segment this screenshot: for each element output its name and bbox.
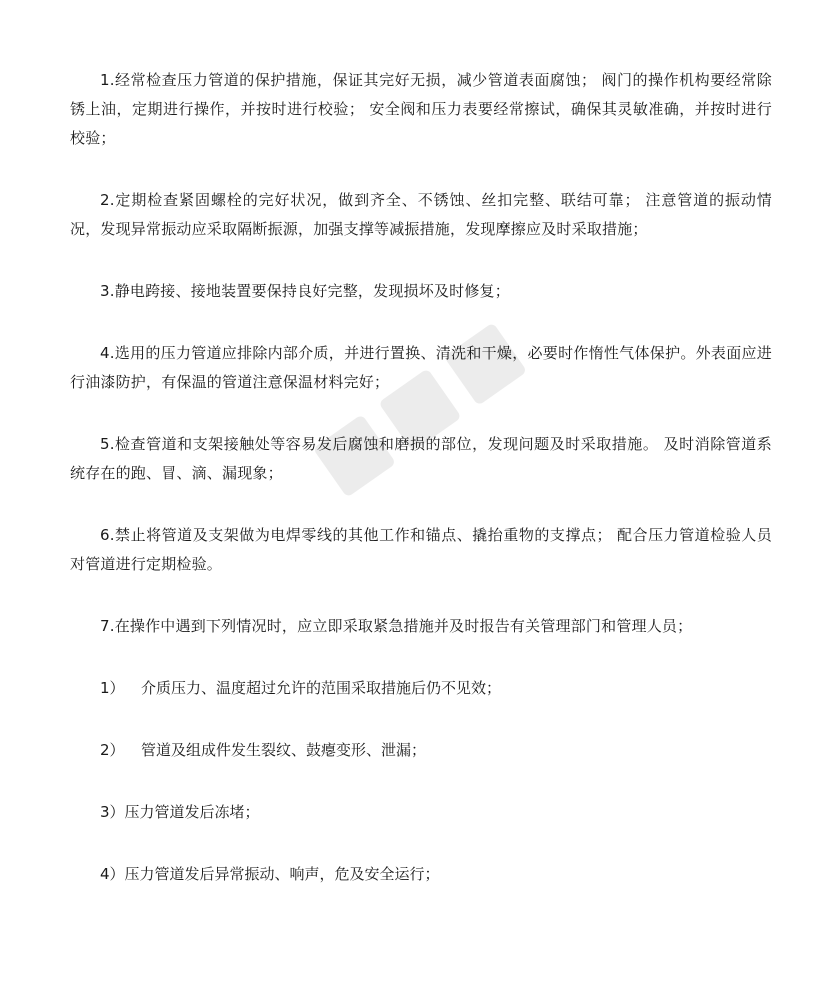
sub-item-text: 压力管道发后冻堵； bbox=[124, 803, 260, 821]
paragraph-1: 1.经常检查压力管道的保护措施，保证其完好无损，减少管道表面腐蚀； 阀门的操作机构要经常除锈上油，定期进行操作，并按时进行校验； 安全阀和压力表要经常擦试，确保其灵敏准确，并按时进行校验； bbox=[70, 71, 772, 147]
sub-item-text: 压力管道发后异常振动、响声，危及安全运行； bbox=[124, 865, 440, 883]
sub-item-number: 3） bbox=[100, 803, 125, 821]
sub-item-number: 1） bbox=[100, 679, 125, 697]
sub-item-text: 介质压力、温度超过允许的范围采取措施后仍不见效； bbox=[141, 679, 502, 697]
paragraph-3: 3.静电跨接、接地装置要保持良好完整，发现损坏及时修复； bbox=[100, 282, 510, 300]
paragraph-6: 6.禁止将管道及支架做为电焊零线的其他工作和锚点、撬抬重物的支撑点； 配合压力管道检验人员对管道进行定期检验。 bbox=[70, 526, 772, 573]
sub-item-number: 2） bbox=[100, 741, 125, 759]
paragraph-7: 7.在操作中遇到下列情况时，应立即采取紧急措施并及时报告有关管理部门和管理人员； bbox=[100, 617, 693, 635]
sub-item-text: 管道及组成件发生裂纹、鼓瘪变形、泄漏； bbox=[141, 741, 427, 759]
sub-item-1 bbox=[70, 674, 772, 703]
sub-item-4 bbox=[70, 860, 772, 889]
paragraph-5: 5.检查管道和支架接触处等容易发后腐蚀和磨损的部位，发现问题及时采取措施。 及时消除管道系统存在的跑、冒、滴、漏现象； bbox=[70, 435, 772, 482]
paragraph-2: 2.定期检查紧固螺栓的完好状况，做到齐全、不锈蚀、丝扣完整、联结可靠； 注意管道的振动情况，发现异常振动应采取隔断振源，加强支撑等减振措施，发现摩擦应及时采取措施； bbox=[70, 191, 772, 238]
paragraph-4: 4.选用的压力管道应排除内部介质，并进行置换、清洗和干燥，必要时作惰性气体保护。外表面应进行油漆防护，有保温的管道注意保温材料完好； bbox=[70, 344, 772, 391]
sub-item-3 bbox=[70, 798, 772, 827]
sub-item-number: 4） bbox=[100, 865, 125, 883]
sub-item-2 bbox=[70, 736, 772, 765]
